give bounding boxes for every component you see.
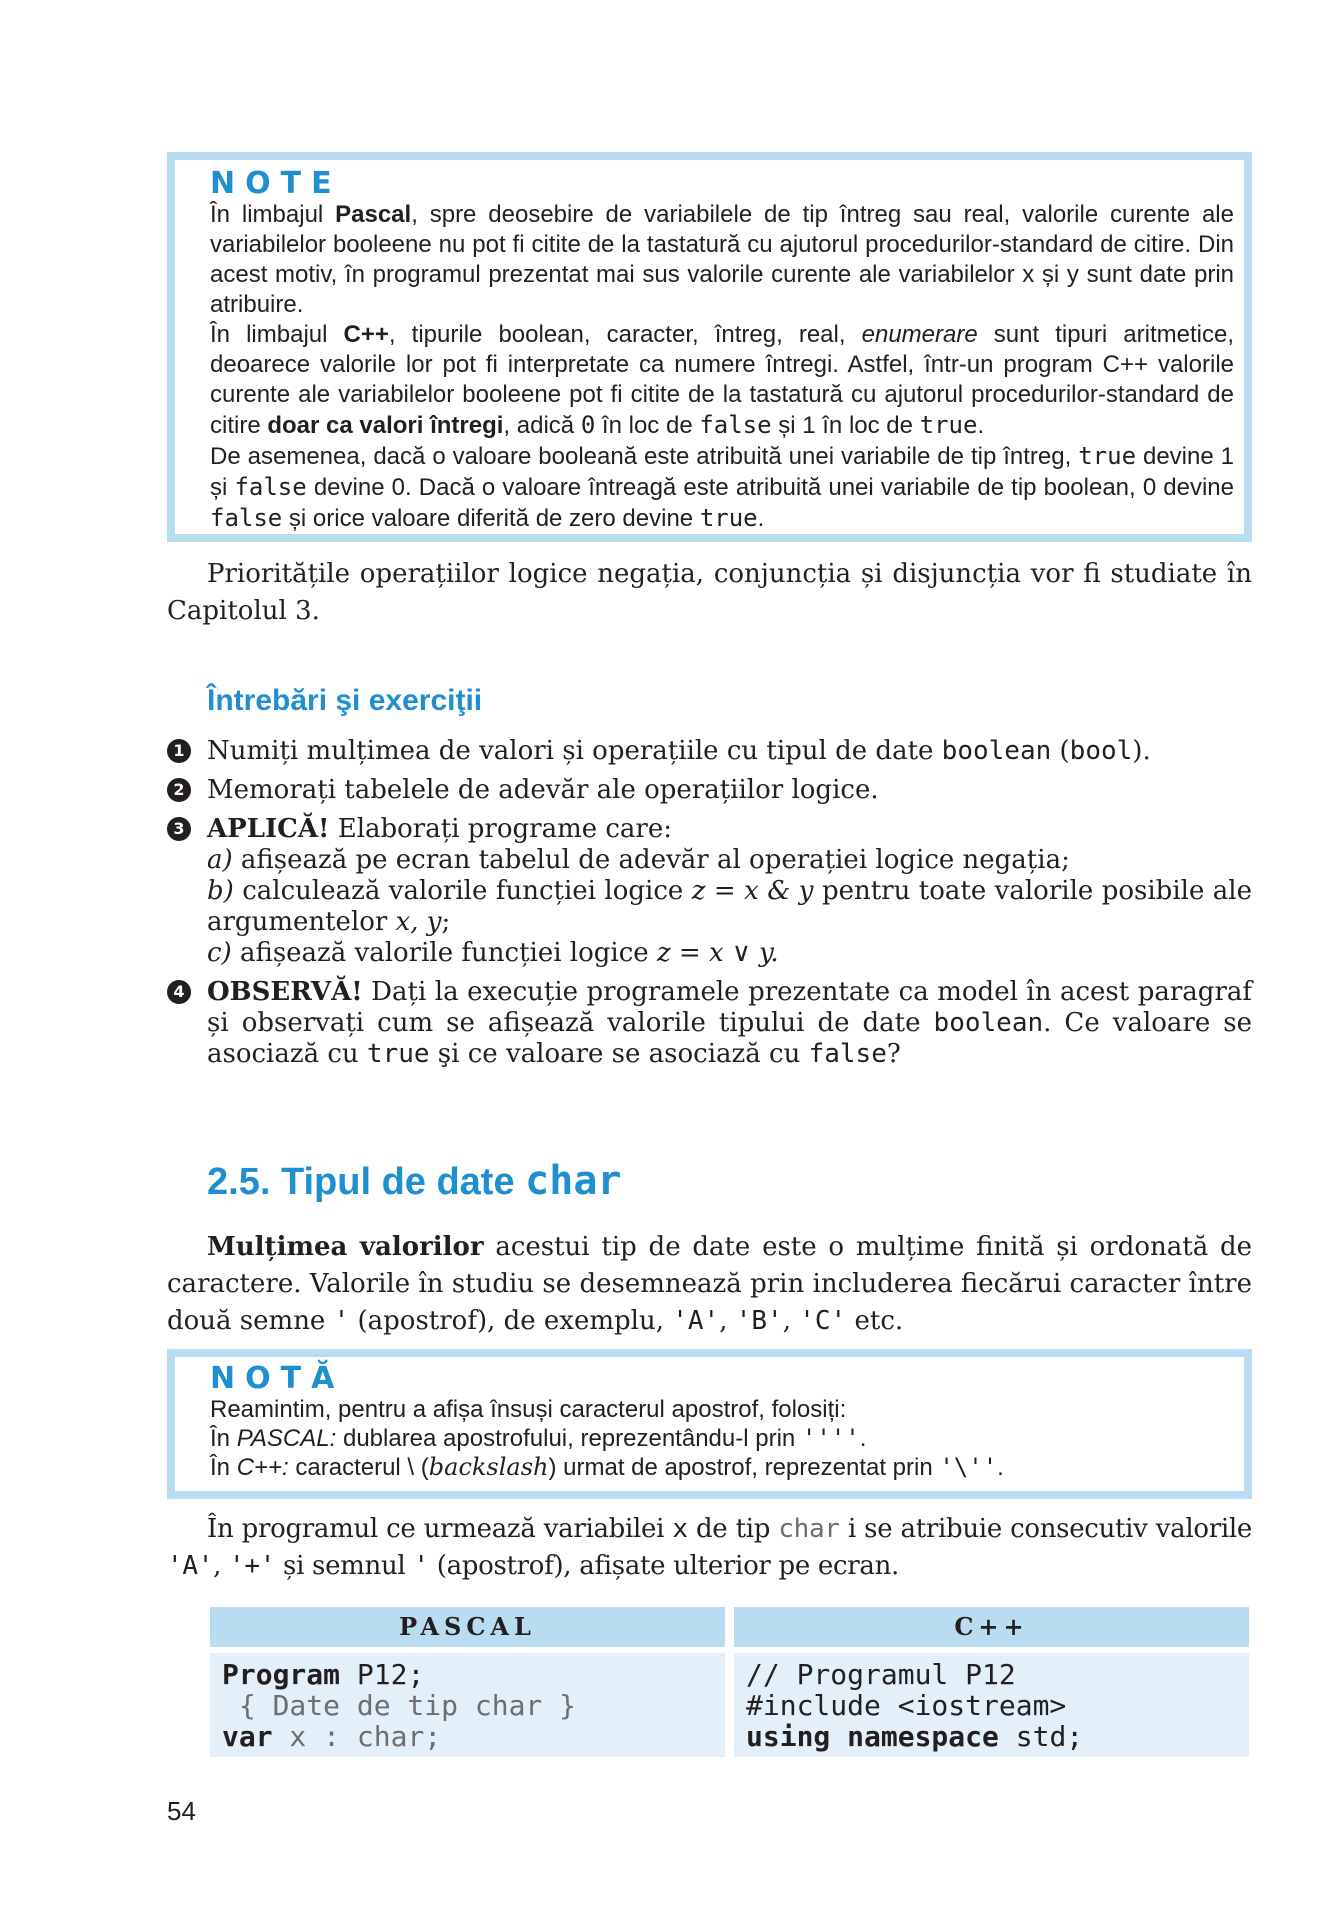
number-bullet: 3 [167, 817, 191, 841]
pascal-code: Program P12; { Date de tip char } var x : char; [210, 1653, 725, 1757]
note-title: NOTĂ [210, 1361, 345, 1396]
program-paragraph: În programul ce urmează variabilei x de tip char i se atribuie consecutiv valorile 'A', '+' și semnul ' (apostrof), afișate ulterior pe ecran. [167, 1514, 1252, 1581]
number-bullet: 1 [167, 739, 191, 763]
cpp-code-column [734, 1607, 1249, 1757]
question-1: 1 Numiți mulțimea de valori și operațiile cu tipul de date boolean (bool). [207, 736, 1252, 767]
questions-heading: Întrebări şi exerciţii [207, 684, 483, 717]
number-bullet: 2 [167, 778, 191, 802]
pascal-code-column [210, 1607, 725, 1757]
question-2: 2 Memorați tabelele de adevăr ale operațiilor logice. [207, 775, 1252, 806]
priorities-paragraph: Prioritățile operațiilor logice negația, conjuncția și disjuncția vor fi studiate în Capitolul 3. [167, 559, 1252, 626]
note-title: NOTE [210, 166, 342, 201]
cpp-header: C++ [734, 1607, 1249, 1647]
values-paragraph: Mulțimea valorilor acestui tip de date este o mulțime finită și ordonată de caractere. Valorile în studiu se desemnează prin includerea fiecărui caracter între două semne ' (apostrof), de exemplu, 'A', 'B', 'C' etc. [167, 1232, 1252, 1336]
note-box [167, 1349, 1252, 1499]
note-text: În limbajul Pascal, spre deosebire de variabilele de tip întreg sau real, valorile curente ale variabilelor booleene nu pot fi citite de la tastatură cu ajutorul procedurilor-standard de citire. Din acest motiv, în programul prezentat mai sus valorile curente ale variabilelor x și y sunt date prin atribuire. În limbajul C++, tipurile boolean, caracter, întreg, real, enumerare sunt tipuri aritmetice, deoarece valorile lor pot fi interpretate ca numere întregi. Astfel, într-un program C++ valorile curente ale variabilelor booleene pot fi citite de la tastatură cu ajutorul procedurilor-standard de citire doar ca valori întregi, adică 0 în loc de false și 1 în loc de true. De asemenea, dacă o valoare booleană este atribuită unei variabile de tip întreg, true devine 1 și false devine 0. Dacă o valoare întreagă este atribuită unei variabile de tip boolean, 0 devine false și orice valoare diferită de zero devine true. [210, 201, 1235, 532]
number-bullet: 4 [167, 980, 191, 1004]
page-number: 54 [167, 1796, 196, 1826]
section-title: 2.5. Tipul de date char [207, 1158, 622, 1204]
question-3: 3 APLICĂ! Elaborați programe care: a) afișează pe ecran tabelul de adevăr al operației logice negația; b) calculează valorile funcției logice z = x & y pentru toate valorile posibile ale argumentelor x, y; c) afișează valorile funcției logice z = x ∨ y. [207, 814, 1252, 969]
question-4: 4 OBSERVĂ! Dați la execuție programele prezentate ca model în acest paragraf și observați cum se afișează valorile tipului de date boolean. Ce valoare se asociază cu true şi ce valoare se asociază cu false? [207, 977, 1252, 1070]
cpp-code: // Programul P12 #include <iostream> using namespace std; [734, 1653, 1249, 1757]
pascal-header: PASCAL [210, 1607, 725, 1647]
note-text: Reamintim, pentru a afișa însuși caracterul apostrof, folosiți: În PASCAL: dublarea apostrofului, reprezentându-l prin ''''. În C++: caracterul \ (backslash) urmat de apostrof, reprezentat prin '\''. [210, 1396, 1004, 1481]
note-box [167, 152, 1252, 542]
